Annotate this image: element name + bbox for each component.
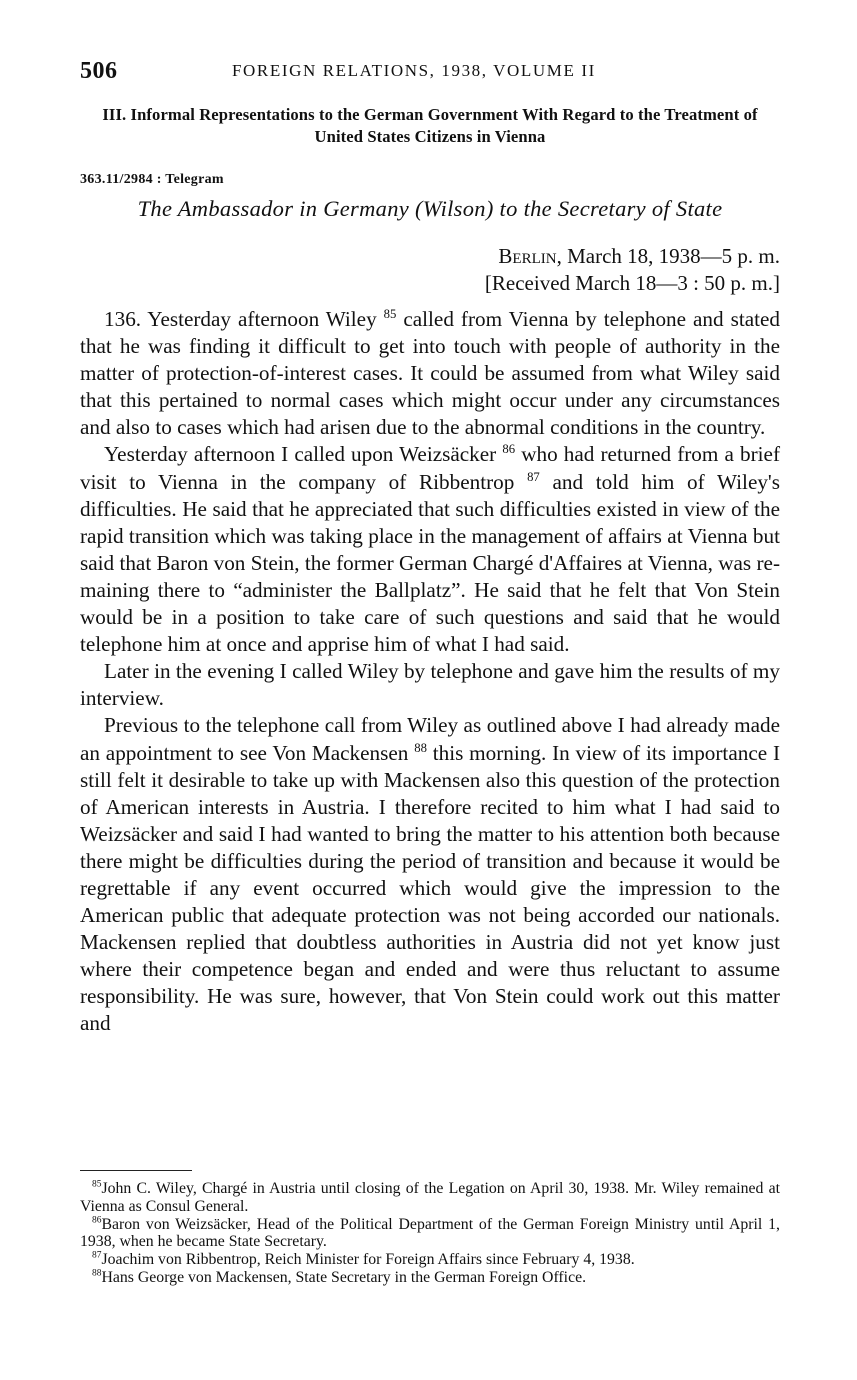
telegram-body	[80, 306, 780, 1038]
paragraph-text: 136. Yesterday afternoon Wiley	[104, 307, 377, 331]
footnote-ref-86: 86	[502, 442, 516, 457]
paragraph-text: who had returned from a brief visit to Vienna in the company of Ribbentrop	[80, 442, 780, 494]
paragraph-4	[80, 712, 780, 1037]
page-number: 506	[80, 58, 118, 84]
paragraph-3: Later in the evening I called Wiley by telephone and gave him the results of my interview.	[80, 659, 780, 711]
footnote-mark: 88	[92, 1268, 102, 1279]
footnote-85	[80, 1180, 780, 1216]
footnote-divider	[80, 1170, 192, 1171]
paragraph-text: this morning. In view of its importance I still felt it desirable to take up with Mackensen also this question of the protection of American interests in Austria. I therefore recited to him what I had said to Weizsäcker and said I had wanted to bring the matter to his attention both because there might be difficulties during the period of transition and because it would be regrettable if any event occurred which would give the impression to the American public that adequate protection was not being accorded our nationals. Mackensen replied that doubtless authorities in Austria did not yet know just where their competence began and ended and were thus reluctant to assume responsibility. He was sure, however, that Von Stein could work out this matter and	[80, 740, 780, 1036]
footnotes	[80, 1180, 780, 1287]
paragraph-text: Previous to the telephone call from Wiley as outlined above I had already made an appointment to see Von Mackensen	[80, 713, 780, 765]
paragraph-text: and told him of Wiley's difficulties. He said that he appreciated that such difficulties existed in view of the rapid transition which was taking place in the management of affairs at Vienna but said that Baron von Stein, the former German Chargé d'Affaires at Vienna, was remaining there to “administer the Ballplatz”. He said that he felt that Von Stein would be in a position to take care of such questions and said that he would telephone him at once and apprise him of what I had said.	[80, 469, 780, 657]
footnote-mark: 87	[92, 1250, 102, 1261]
paragraph-1	[80, 306, 780, 441]
dateline	[485, 243, 780, 297]
footnote-ref-85: 85	[383, 306, 397, 321]
document-heading: The Ambassador in Germany (Wilson) to the Secretary of State	[137, 196, 723, 221]
footnote-text: Hans George von Mackensen, State Secretary in the German Foreign Office.	[101, 1268, 587, 1286]
footnote-ref-87: 87	[527, 469, 540, 484]
footnote-mark: 86	[92, 1215, 102, 1226]
footnote-ref-88: 88	[414, 740, 427, 755]
footnote-mark: 85	[92, 1179, 102, 1190]
dateline-date: , March 18, 1938—5 p. m.	[556, 244, 780, 268]
footnote-text: Baron von Weizsäcker, Head of the Political Department of the German Foreign Ministry until April 1, 1938, when he became State Secretary.	[80, 1215, 780, 1251]
file-reference: 363.11/2984 : Telegram	[80, 172, 224, 187]
footnote-text: John C. Wiley, Chargé in Austria until closing of the Legation on April 30, 1938. Mr. Wiley remained at Vienna as Consul General.	[80, 1180, 780, 1215]
paragraph-text: Yesterday afternoon I called upon Weizsäcker	[104, 442, 497, 467]
footnote-text: Joachim von Ribbentrop, Reich Minister for Foreign Affairs since February 4, 1938.	[101, 1251, 635, 1269]
paragraph-2	[80, 441, 780, 658]
footnote-88	[80, 1269, 780, 1287]
dateline-sent	[485, 243, 780, 270]
running-head: FOREIGN RELATIONS, 1938, VOLUME II	[232, 61, 596, 80]
paragraph-text: called from Vienna by telephone and stated that he was finding it difficult to get into touch with people of authority in the matter of protection-of-interest cases. It could be assumed from what Wiley said that this pertained to normal cases which might occur under any circumstances and also to cases which had arisen due to the abnormal conditions in the country.	[80, 307, 780, 440]
dateline-received: [Received March 18—3 : 50 p. m.]	[484, 271, 780, 295]
page-header	[80, 58, 780, 84]
dateline-place: Berlin	[498, 244, 557, 268]
footnote-87	[80, 1251, 780, 1269]
footnote-86	[80, 1216, 780, 1252]
section-title: III. Informal Representations to the German Government With Regard to the Treatment of United States Citizens in Vienna	[102, 105, 758, 146]
